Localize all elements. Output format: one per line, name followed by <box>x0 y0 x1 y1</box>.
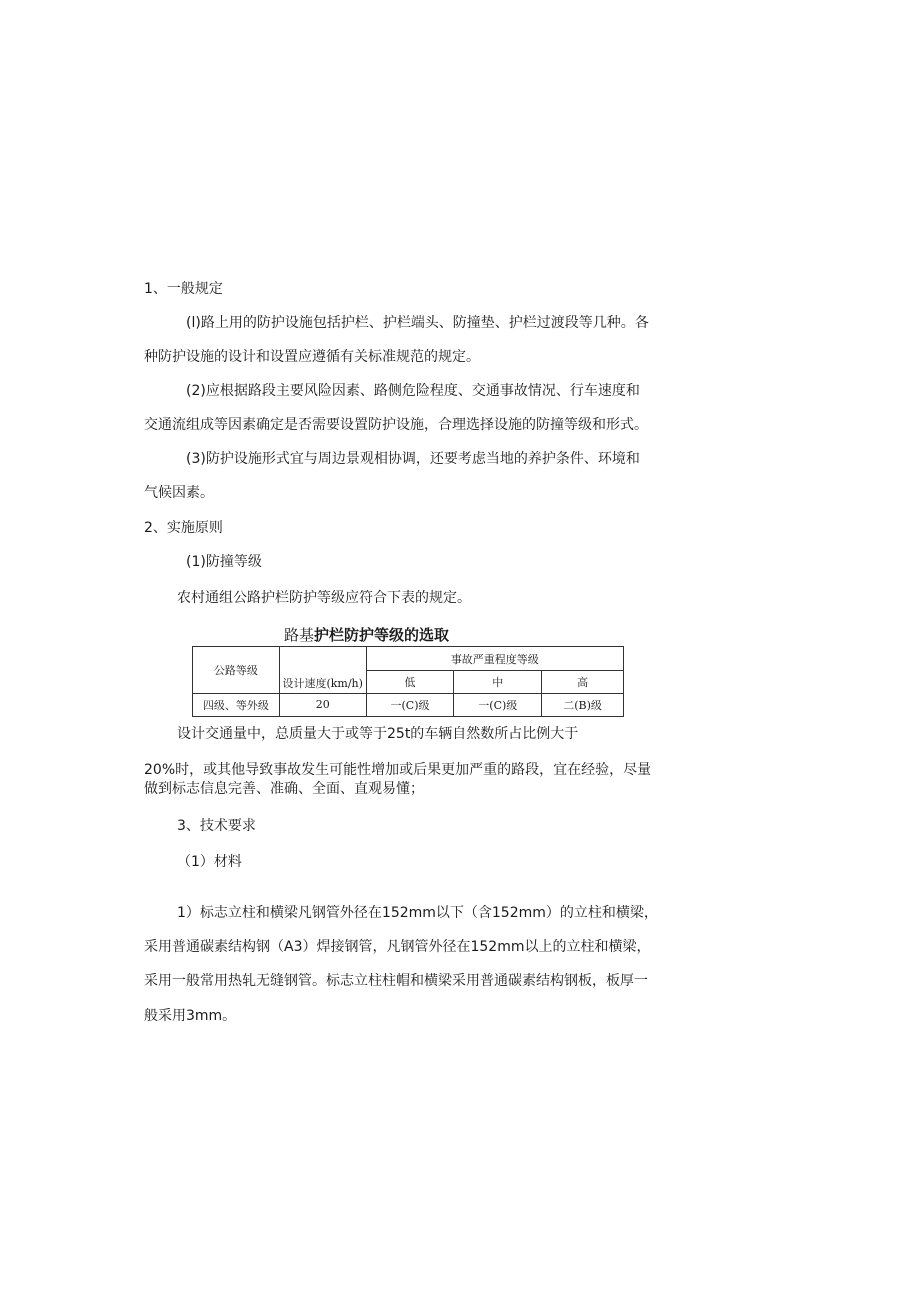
header-severity: 事故严重程度等级 <box>366 647 623 671</box>
table-caption-bold: 护栏防护等级的选取 <box>314 626 450 644</box>
table-caption <box>284 624 449 645</box>
table-caption-normal: 路基 <box>284 626 315 644</box>
section-1-title: 1、一般规定 <box>144 281 223 297</box>
para-3-line-1: (3)防护设施形式宜与周边景观相协调，还要考虑当地的养护条件、环境和 <box>186 451 640 467</box>
header-high: 高 <box>542 671 624 693</box>
header-design-speed: 设计速度(km/h) <box>279 647 366 694</box>
material-line-3: 采用一般常用热轧无缝钢管。标志立柱柱帽和横梁采用普通碳素结构钢板，板厚一 <box>144 973 648 989</box>
section-2-title: 2、实施原则 <box>144 520 223 536</box>
after-table-line-1: 设计交通量中，总质量大于或等于25t的车辆自然数所占比例大于 <box>177 726 579 742</box>
section-2-text: 农村通组公路护栏防护等级应符合下表的规定。 <box>177 590 471 606</box>
section-3-title: 3、技术要求 <box>177 818 256 834</box>
para-3-line-2: 气候因素。 <box>144 485 214 501</box>
cell-design-speed: 20 <box>279 693 366 716</box>
para-2-line-1: (2)应根据路段主要风险因素、路侧危险程度、交通事故情况、行车速度和 <box>186 383 640 399</box>
cell-mid: 一(C)级 <box>454 693 542 716</box>
after-table-line-2: 20%时，或其他导致事故发生可能性增加或后果更加严重的路段，宜在经验，尽量 <box>144 762 652 778</box>
cell-high: 二(B)级 <box>542 693 624 716</box>
section-2-subtitle: (1)防撞等级 <box>186 554 262 570</box>
header-low: 低 <box>366 671 454 693</box>
para-2-line-2: 交通流组成等因素确定是否需要设置防护设施，合理选择设施的防撞等级和形式。 <box>144 417 648 433</box>
cell-low: 一(C)级 <box>366 693 454 716</box>
para-1-line-1: (l)路上用的防护设施包括护栏、护栏端头、防撞垫、护栏过渡段等几种。各 <box>186 315 649 331</box>
header-mid: 中 <box>454 671 542 693</box>
material-line-1: 1）标志立柱和横梁凡钢管外径在152mm以下（含152mm）的立柱和横梁， <box>177 905 658 921</box>
section-3-subtitle: （1）材料 <box>177 854 242 870</box>
material-line-4: 般采用3mm。 <box>144 1008 237 1024</box>
material-line-2: 采用普通碳素结构钢（A3）焊接钢管，凡钢管外径在152mm以上的立柱和横梁， <box>144 939 651 955</box>
para-1-line-2: 种防护设施的设计和设置应遵循有关标准规范的规定。 <box>144 349 480 365</box>
cell-road-grade: 四级、等外级 <box>193 693 280 716</box>
guardrail-grade-table <box>192 646 624 717</box>
header-road-grade: 公路等级 <box>193 647 280 694</box>
after-table-line-3: 做到标志信息完善、准确、全面、直观易懂； <box>144 781 424 797</box>
